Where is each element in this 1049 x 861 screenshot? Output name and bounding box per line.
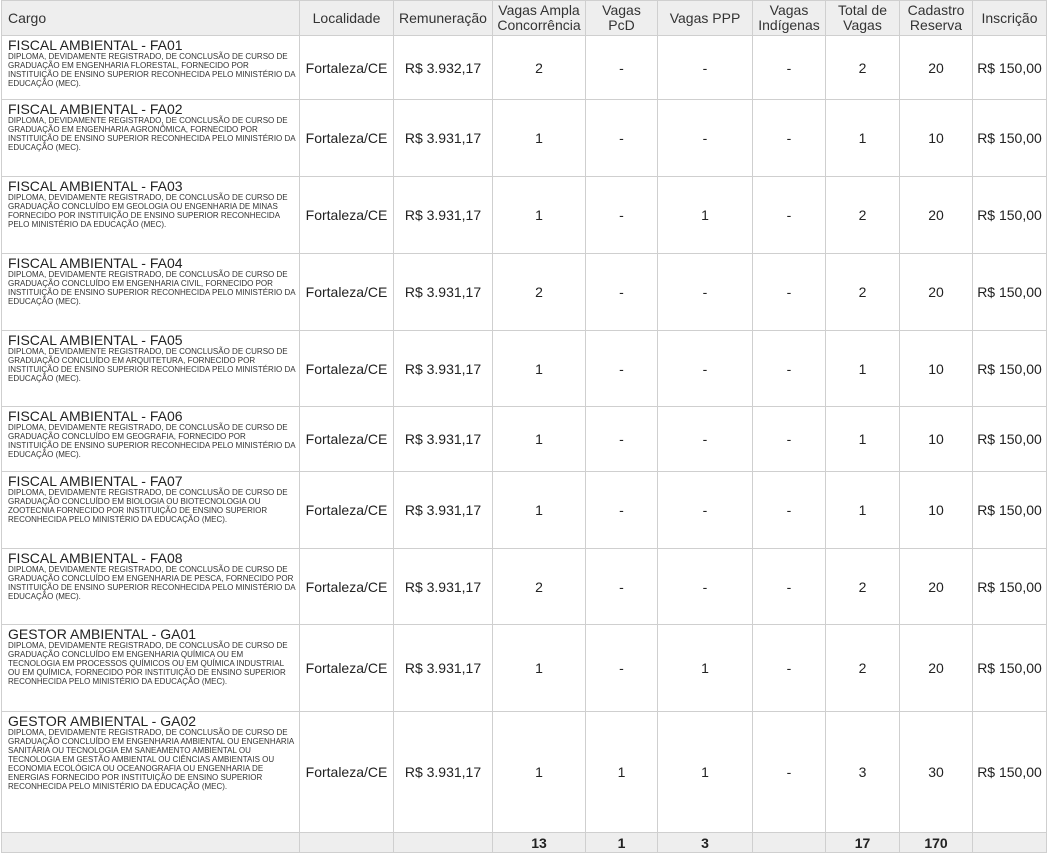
cargo-title: FISCAL AMBIENTAL - FA07 [8, 473, 183, 489]
remuneracao-cell: R$ 3.931,17 [394, 625, 493, 712]
total-vagas-cell: 1 [826, 100, 900, 177]
localidade-cell: Fortaleza/CE [300, 712, 394, 833]
cargo-cell [2, 712, 300, 833]
total-ppp: 3 [658, 833, 753, 853]
inscricao-cell: R$ 150,00 [973, 549, 1047, 625]
inscricao-cell: R$ 150,00 [973, 625, 1047, 712]
vagas-indigenas-cell: - [753, 407, 826, 472]
vagas-ppp-cell: - [658, 331, 753, 407]
vagas-indigenas-cell: - [753, 331, 826, 407]
total-vagas-cell: 2 [826, 177, 900, 254]
table-row [2, 100, 1047, 177]
inscricao-cell: R$ 150,00 [973, 36, 1047, 100]
cargo-title: FISCAL AMBIENTAL - FA03 [8, 178, 183, 194]
vagas-ppp-cell: - [658, 100, 753, 177]
cargo-description: DIPLOMA, DEVIDAMENTE REGISTRADO, DE CONCLUSÃO DE CURSO DE GRADUAÇÃO CONCLUÍDO EM ENGENHARIA QUÍMICA OU EM TECNOLOGIA EM PROCESSOS QUÍMICOS OU EM QUÍMICA INDUSTRIAL OU EM QUÍMICA, FORNECIDO POR INSTITUIÇÃO DE ENSINO SUPERIOR RECONHECIDA PELO MINISTÉRIO DA EDUCAÇÃO (MEC). [8, 641, 288, 686]
vagas-pcd-cell: - [586, 100, 658, 177]
header-total-vagas: Total de Vagas [826, 1, 900, 36]
remuneracao-cell: R$ 3.931,17 [394, 254, 493, 331]
cargo-cell [2, 100, 300, 177]
inscricao-cell: R$ 150,00 [973, 712, 1047, 833]
localidade-cell: Fortaleza/CE [300, 331, 394, 407]
vagas-ampla-cell: 1 [493, 100, 586, 177]
remuneracao-cell: R$ 3.931,17 [394, 712, 493, 833]
header-vagas-ampla: Vagas Ampla Concorrência [493, 1, 586, 36]
cargo-description: DIPLOMA, DEVIDAMENTE REGISTRADO, DE CONCLUSÃO DE CURSO DE GRADUAÇÃO EM ENGENHARIA AGRONÔMICA, FORNECIDO POR INSTITUIÇÃO DE ENSINO SUPERIOR RECONHECIDA PELO MINISTÉRIO DA EDUCAÇÃO (MEC). [8, 116, 296, 152]
total-cadastro: 170 [900, 833, 973, 853]
total-vagas-cell: 1 [826, 407, 900, 472]
vagas-table [1, 0, 1047, 853]
localidade-cell: Fortaleza/CE [300, 100, 394, 177]
vagas-pcd-cell: - [586, 331, 658, 407]
localidade-cell: Fortaleza/CE [300, 177, 394, 254]
total-vagas-cell: 2 [826, 549, 900, 625]
cargo-title: FISCAL AMBIENTAL - FA02 [8, 101, 183, 117]
localidade-cell: Fortaleza/CE [300, 549, 394, 625]
cargo-description: DIPLOMA, DEVIDAMENTE REGISTRADO, DE CONCLUSÃO DE CURSO DE GRADUAÇÃO CONCLUÍDO EM ENGENHARIA CIVIL, FORNECIDO POR INSTITUIÇÃO DE ENSINO SUPERIOR RECONHECIDA PELO MINISTÉRIO DA EDUCAÇÃO (MEC). [8, 270, 296, 306]
vagas-pcd-cell: - [586, 625, 658, 712]
localidade-cell: Fortaleza/CE [300, 36, 394, 100]
cargo-cell [2, 36, 300, 100]
totals-inscricao-cell [973, 833, 1047, 853]
cargo-cell [2, 407, 300, 472]
cargo-description: DIPLOMA, DEVIDAMENTE REGISTRADO, DE CONCLUSÃO DE CURSO DE GRADUAÇÃO CONCLUÍDO EM GEOLOGIA OU ENGENHARIA DE MINAS FORNECIDO POR INSTITUIÇÃO DE ENSINO SUPERIOR RECONHECIDA PELO MINISTÉRIO DA EDUCAÇÃO (MEC). [8, 193, 288, 229]
header-vagas-pcd: Vagas PcD [586, 1, 658, 36]
totals-row [2, 833, 1047, 853]
remuneracao-cell: R$ 3.931,17 [394, 407, 493, 472]
remuneracao-cell: R$ 3.931,17 [394, 549, 493, 625]
inscricao-cell: R$ 150,00 [973, 331, 1047, 407]
vagas-indigenas-cell: - [753, 712, 826, 833]
header-row [2, 1, 1047, 36]
total-vagas-cell: 2 [826, 625, 900, 712]
cargo-title: FISCAL AMBIENTAL - FA06 [8, 408, 183, 424]
cargo-description: DIPLOMA, DEVIDAMENTE REGISTRADO, DE CONCLUSÃO DE CURSO DE GRADUAÇÃO CONCLUÍDO EM GEOGRAFIA, FORNECIDO POR INSTITUIÇÃO DE ENSINO SUPERIOR RECONHECIDA PELO MINISTÉRIO DA EDUCAÇÃO (MEC). [8, 423, 296, 459]
cadastro-reserva-cell: 10 [900, 100, 973, 177]
vagas-indigenas-cell: - [753, 472, 826, 549]
vagas-ppp-cell: - [658, 472, 753, 549]
table-row [2, 625, 1047, 712]
table-row [2, 331, 1047, 407]
inscricao-cell: R$ 150,00 [973, 472, 1047, 549]
localidade-cell: Fortaleza/CE [300, 407, 394, 472]
cargo-cell [2, 472, 300, 549]
inscricao-cell: R$ 150,00 [973, 407, 1047, 472]
vagas-ampla-cell: 1 [493, 472, 586, 549]
cargo-title: FISCAL AMBIENTAL - FA05 [8, 332, 183, 348]
cargo-cell [2, 625, 300, 712]
vagas-pcd-cell: 1 [586, 712, 658, 833]
vagas-ampla-cell: 1 [493, 177, 586, 254]
total-vagas-cell: 1 [826, 331, 900, 407]
vagas-pcd-cell: - [586, 177, 658, 254]
cargo-description: DIPLOMA, DEVIDAMENTE REGISTRADO, DE CONCLUSÃO DE CURSO DE GRADUAÇÃO EM ENGENHARIA FLORESTAL, FORNECIDO POR INSTITUIÇÃO DE ENSINO SUPERIOR RECONHECIDA PELO MINISTÉRIO DA EDUCAÇÃO (MEC). [8, 52, 296, 88]
table-row [2, 254, 1047, 331]
cadastro-reserva-cell: 20 [900, 177, 973, 254]
vagas-ppp-cell: - [658, 36, 753, 100]
header-cargo: Cargo [2, 1, 300, 36]
header-localidade: Localidade [300, 1, 394, 36]
vagas-pcd-cell: - [586, 549, 658, 625]
totals-remuneracao-cell [394, 833, 493, 853]
remuneracao-cell: R$ 3.932,17 [394, 36, 493, 100]
cargo-title: GESTOR AMBIENTAL - GA02 [8, 713, 197, 729]
cadastro-reserva-cell: 20 [900, 254, 973, 331]
vagas-ppp-cell: - [658, 549, 753, 625]
cadastro-reserva-cell: 30 [900, 712, 973, 833]
vagas-indigenas-cell: - [753, 100, 826, 177]
remuneracao-cell: R$ 3.931,17 [394, 177, 493, 254]
header-vagas-indigenas: Vagas Indígenas [753, 1, 826, 36]
cargo-description: DIPLOMA, DEVIDAMENTE REGISTRADO, DE CONCLUSÃO DE CURSO DE GRADUAÇÃO CONCLUÍDO EM ENGENHARIA DE PESCA, FORNECIDO POR INSTITUIÇÃO DE ENSINO SUPERIOR RECONHECIDA PELO MINISTÉRIO DA EDUCAÇÃO (MEC). [8, 565, 296, 601]
total-vagas: 17 [826, 833, 900, 853]
cargo-cell [2, 331, 300, 407]
header-remuneracao: Remuneração [394, 1, 493, 36]
table-row [2, 549, 1047, 625]
totals-cargo-cell [2, 833, 300, 853]
cargo-description: DIPLOMA, DEVIDAMENTE REGISTRADO, DE CONCLUSÃO DE CURSO DE GRADUAÇÃO CONCLUÍDO EM ARQUITETURA, FORNECIDO POR INSTITUIÇÃO DE ENSINO SUPERIOR RECONHECIDA PELO MINISTÉRIO DA EDUCAÇÃO (MEC). [8, 347, 296, 383]
cargo-cell [2, 177, 300, 254]
cargo-title: FISCAL AMBIENTAL - FA04 [8, 255, 183, 271]
total-vagas-cell: 2 [826, 36, 900, 100]
total-vagas-cell: 1 [826, 472, 900, 549]
vagas-indigenas-cell: - [753, 254, 826, 331]
cadastro-reserva-cell: 10 [900, 472, 973, 549]
vagas-ampla-cell: 1 [493, 331, 586, 407]
total-vagas-cell: 2 [826, 254, 900, 331]
inscricao-cell: R$ 150,00 [973, 254, 1047, 331]
cargo-title: GESTOR AMBIENTAL - GA01 [8, 626, 197, 642]
vagas-ppp-cell: 1 [658, 625, 753, 712]
header-vagas-ppp: Vagas PPP [658, 1, 753, 36]
cargo-cell [2, 549, 300, 625]
cadastro-reserva-cell: 10 [900, 331, 973, 407]
table-row [2, 177, 1047, 254]
cadastro-reserva-cell: 10 [900, 407, 973, 472]
header-cadastro-reserva: Cadastro Reserva [900, 1, 973, 36]
table-row [2, 472, 1047, 549]
total-pcd: 1 [586, 833, 658, 853]
total-vagas-cell: 3 [826, 712, 900, 833]
vagas-pcd-cell: - [586, 472, 658, 549]
vagas-ampla-cell: 2 [493, 36, 586, 100]
vagas-indigenas-cell: - [753, 177, 826, 254]
vagas-ampla-cell: 1 [493, 625, 586, 712]
localidade-cell: Fortaleza/CE [300, 254, 394, 331]
vagas-pcd-cell: - [586, 254, 658, 331]
remuneracao-cell: R$ 3.931,17 [394, 100, 493, 177]
localidade-cell: Fortaleza/CE [300, 625, 394, 712]
table-row [2, 712, 1047, 833]
vagas-ampla-cell: 2 [493, 254, 586, 331]
vagas-ampla-cell: 2 [493, 549, 586, 625]
cargo-title: FISCAL AMBIENTAL - FA01 [8, 37, 183, 53]
vagas-ampla-cell: 1 [493, 407, 586, 472]
vagas-pcd-cell: - [586, 407, 658, 472]
cadastro-reserva-cell: 20 [900, 36, 973, 100]
total-indigenas [753, 833, 826, 853]
cargo-title: FISCAL AMBIENTAL - FA08 [8, 550, 183, 566]
vagas-indigenas-cell: - [753, 549, 826, 625]
cargo-description: DIPLOMA, DEVIDAMENTE REGISTRADO, DE CONCLUSÃO DE CURSO DE GRADUAÇÃO CONCLUÍDO EM BIOLOGIA OU BIOTECNOLOGIA OU ZOOTECNIA FORNECIDO POR INSTITUIÇÃO DE ENSINO SUPERIOR RECONHECIDA PELO MINISTÉRIO DA EDUCAÇÃO (MEC). [8, 488, 288, 524]
vagas-indigenas-cell: - [753, 625, 826, 712]
vagas-pcd-cell: - [586, 36, 658, 100]
vagas-indigenas-cell: - [753, 36, 826, 100]
vagas-ppp-cell: - [658, 254, 753, 331]
table-row [2, 36, 1047, 100]
cadastro-reserva-cell: 20 [900, 549, 973, 625]
inscricao-cell: R$ 150,00 [973, 177, 1047, 254]
totals-localidade-cell [300, 833, 394, 853]
vagas-ppp-cell: - [658, 407, 753, 472]
inscricao-cell: R$ 150,00 [973, 100, 1047, 177]
table-row [2, 407, 1047, 472]
cargo-description: DIPLOMA, DEVIDAMENTE REGISTRADO, DE CONCLUSÃO DE CURSO DE GRADUAÇÃO CONCLUÍDO EM ENGENHARIA AMBIENTAL OU ENGENHARIA SANITÁRIA OU TECNOLOGIA EM SANEAMENTO AMBIENTAL OU TECNOLOGIA EM GESTÃO AMBIENTAL OU CIÊNCIAS AMBIENTAIS OU ECONOMIA ECOLÓGICA OU OCEANOGRAFIA OU ENGENHARIA DE ENERGIAS FORNECIDO POR INSTITUIÇÃO DE ENSINO SUPERIOR RECONHECIDA PELO MINISTÉRIO DA EDUCAÇÃO (MEC). [8, 728, 294, 791]
vagas-ppp-cell: 1 [658, 712, 753, 833]
vagas-ppp-cell: 1 [658, 177, 753, 254]
cargo-cell [2, 254, 300, 331]
remuneracao-cell: R$ 3.931,17 [394, 331, 493, 407]
remuneracao-cell: R$ 3.931,17 [394, 472, 493, 549]
localidade-cell: Fortaleza/CE [300, 472, 394, 549]
header-inscricao: Inscrição [973, 1, 1047, 36]
vagas-ampla-cell: 1 [493, 712, 586, 833]
total-ampla: 13 [493, 833, 586, 853]
cadastro-reserva-cell: 20 [900, 625, 973, 712]
